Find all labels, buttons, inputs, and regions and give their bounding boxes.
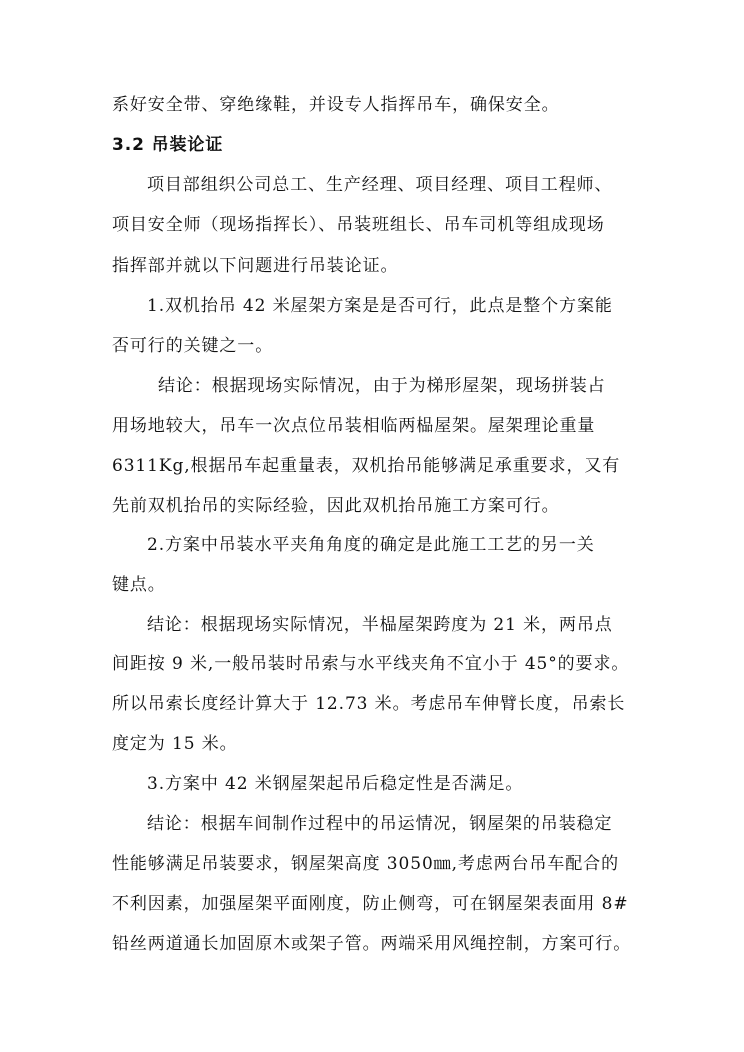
question-2-line-2: 键点。	[112, 575, 166, 595]
question-2-line-1: 2.方案中吊装水平夹角角度的确定是此施工工艺的另一关	[147, 535, 595, 555]
conclusion-1-line-3: 6311Kg,根据吊车起重量表，双机抬吊能够满足承重要求，又有	[112, 456, 621, 476]
conclusion-1-line-1: 结论：根据现场实际情况，由于为梯形屋架，现场拼装占	[158, 376, 606, 396]
conclusion-1-line-4: 先前双机抬吊的实际经验，因此双机抬吊施工方案可行。	[112, 496, 560, 516]
conclusion-2-line-2: 间距按 9 米,一般吊装时吊索与水平线夹角不宜小于 45°的要求。	[112, 654, 630, 674]
section-heading: 3.2 吊装论证	[112, 135, 224, 155]
conclusion-3-line-1: 结论：根据车间制作过程中的吊运情况，钢屋架的吊装稳定	[147, 814, 613, 834]
conclusion-2-line-3: 所以吊索长度经计算大于 12.73 米。考虑吊车伸臂长度，吊索长	[112, 694, 626, 714]
conclusion-2-line-1: 结论：根据现场实际情况，半榀屋架跨度为 21 米，两吊点	[147, 615, 613, 635]
conclusion-3-line-3: 不利因素，加强屋架平面刚度，防止侧弯，可在钢屋架表面用 8#	[112, 894, 629, 914]
paragraph-line-3: 指挥部并就以下问题进行吊装论证。	[112, 256, 399, 276]
conclusion-3-line-2: 性能够满足吊装要求，钢屋架高度 3050㎜,考虑两台吊车配合的	[112, 854, 619, 874]
question-3-line-1: 3.方案中 42 米钢屋架起吊后稳定性是否满足。	[147, 774, 524, 794]
conclusion-1-line-2: 用场地较大，吊车一次点位吊装相临两榀屋架。屋架理论重量	[112, 416, 596, 436]
conclusion-3-line-4: 铅丝两道通长加固原木或架子管。两端采用风绳控制，方案可行。	[112, 934, 632, 954]
question-1-line-1: 1.双机抬吊 42 米屋架方案是是否可行，此点是整个方案能	[147, 296, 613, 316]
paragraph-line-1: 项目部组织公司总工、生产经理、项目经理、项目工程师、	[147, 175, 613, 195]
question-1-line-2: 否可行的关键之一。	[112, 336, 274, 356]
conclusion-2-line-4: 度定为 15 米。	[112, 734, 238, 754]
paragraph-line-2: 项目安全师（现场指挥长）、吊装班组长、吊车司机等组成现场	[112, 215, 605, 235]
text-line-1: 系好安全带、穿绝缘鞋，并设专人指挥吊车，确保安全。	[112, 95, 560, 115]
